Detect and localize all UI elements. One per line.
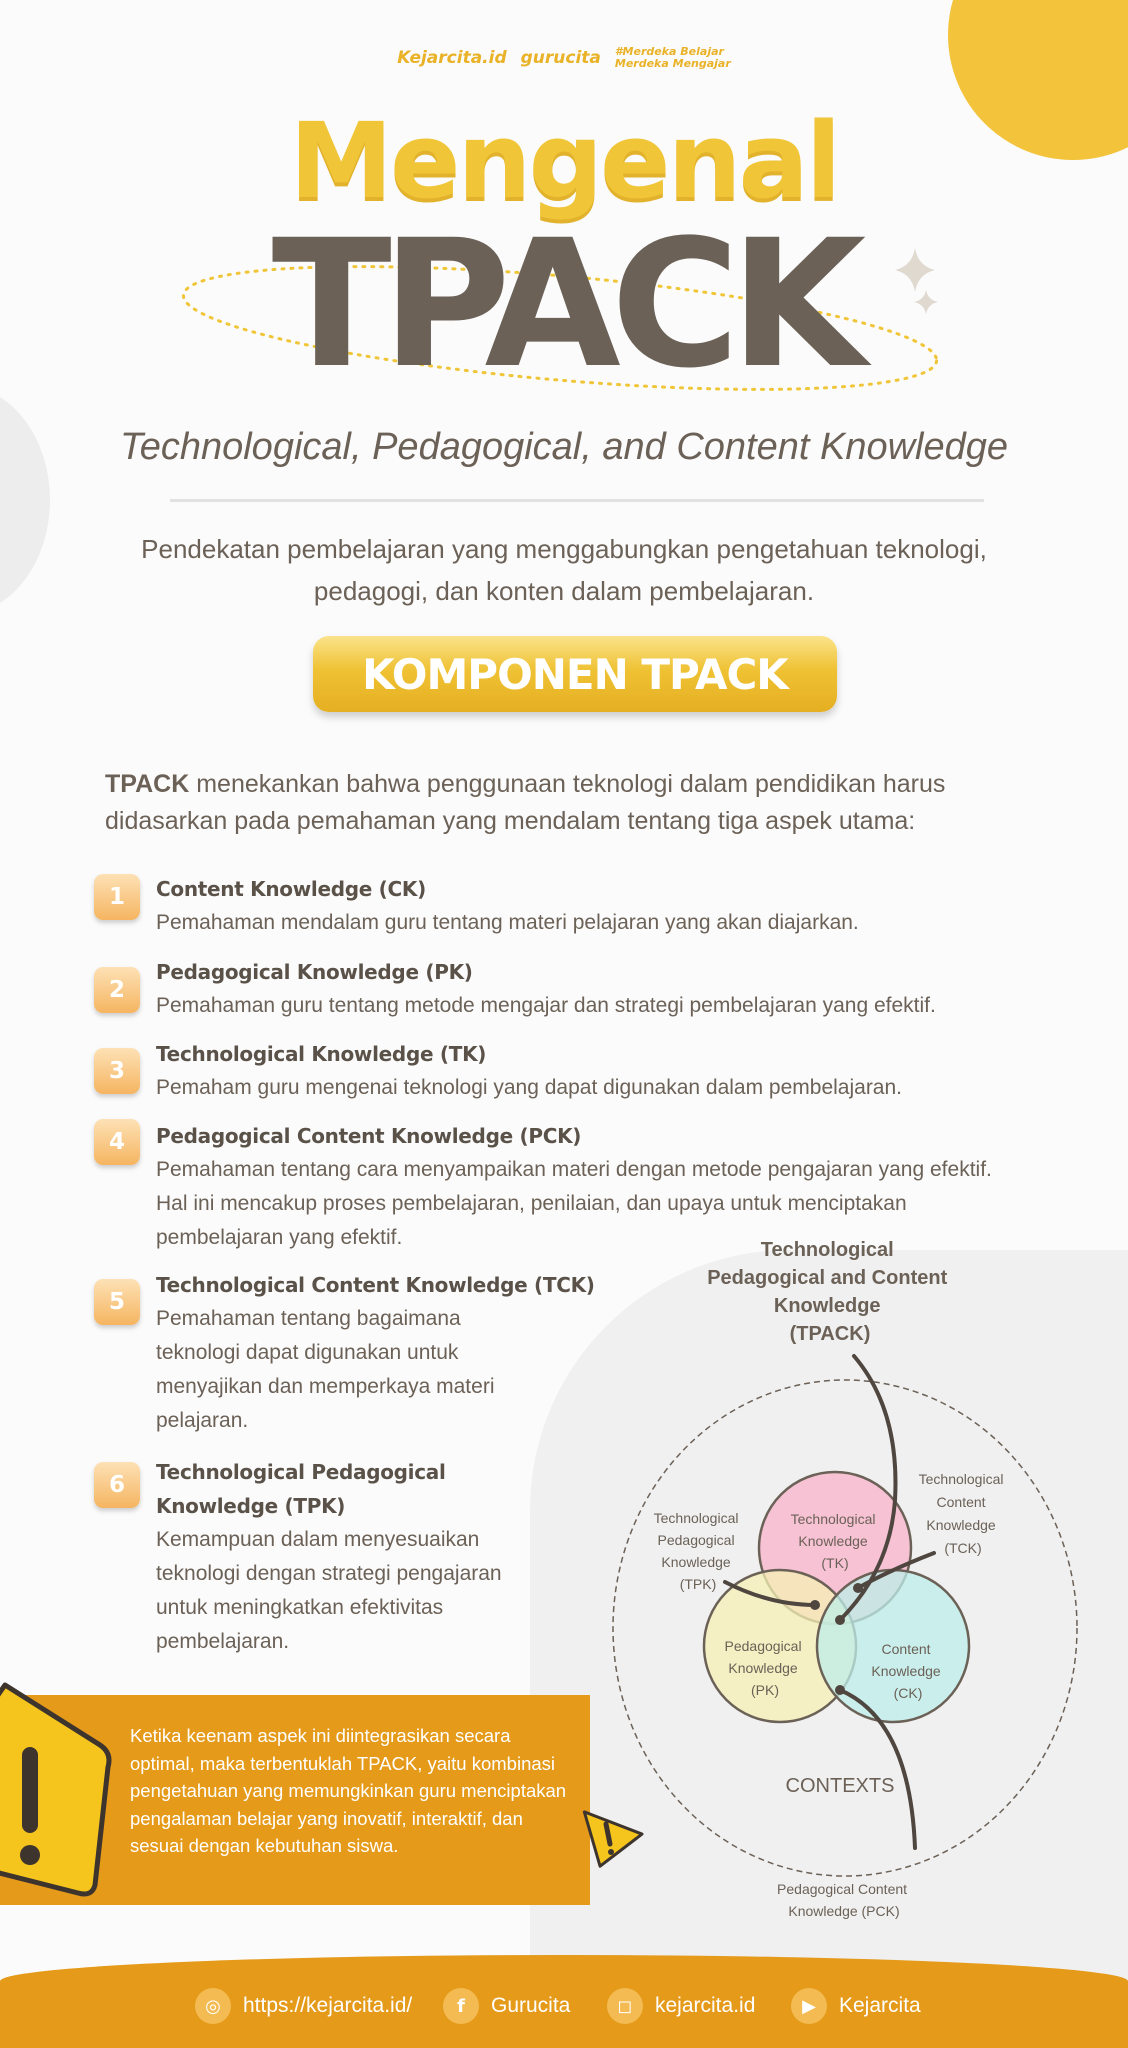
lead-bold: TPACK	[105, 770, 190, 798]
youtube-icon: ▶	[791, 1988, 827, 2024]
tck-label: Technological Content Knowledge (TCK)	[918, 1471, 1004, 1556]
item-number-badge: 4	[94, 1119, 140, 1165]
item-title: Technological Content Knowledge (TCK)	[156, 1273, 595, 1297]
item-description: Pemahaman mendalam guru tentang materi pelajaran yang akan diajarkan.	[156, 911, 859, 934]
gurucita-logo: gurucita	[520, 48, 601, 68]
tk-label: Technological Knowledge (TK)	[790, 1511, 876, 1571]
instagram-link[interactable]	[607, 1988, 755, 2024]
logo-row	[0, 46, 1128, 70]
warning-icon	[0, 1675, 120, 1915]
warning-text: Ketika keenam aspek ini diintegrasikan secara optimal, maka terbentuklah TPACK, yaitu kombinasi pengetahuan yang memungkinkan guru menciptakan pengalaman belajar yang inovatif, interaktif, dan sesuai dengan kebutuhan siswa.	[130, 1725, 567, 1856]
ck-label: Content Knowledge (CK)	[871, 1641, 941, 1701]
item-number-badge: 6	[94, 1462, 140, 1508]
instagram-icon: ◻	[607, 1988, 643, 2024]
warning-icon-small	[578, 1800, 650, 1870]
item-description: Pemahaman tentang cara menyampaikan materi dengan metode pengajaran yang efektif. Hal ini mencakup proses pembelajaran, penilaian, dan upaya untuk menciptakan pembelajaran yang efektif.	[156, 1158, 992, 1249]
website-link[interactable]	[195, 1988, 412, 2024]
globe-icon: ◎	[195, 1988, 231, 2024]
tpk-label: Technological Pedagogical Knowledge (TPK)	[653, 1510, 739, 1592]
youtube-label: Kejarcita	[839, 1994, 921, 2017]
diagram-title: Technological Pedagogical and Content Knowledge (TPACK)	[707, 1239, 948, 1345]
item-number-badge: 3	[94, 1048, 140, 1094]
decorative-circle-left	[0, 385, 50, 615]
website-label: https://kejarcita.id/	[243, 1994, 413, 2017]
item-number-badge: 5	[94, 1279, 140, 1325]
item-title: Technological Pedagogical Knowledge (TPK)	[156, 1460, 446, 1518]
pk-label: Pedagogical Knowledge (PK)	[724, 1638, 802, 1698]
item-title: Content Knowledge (CK)	[156, 877, 426, 901]
tpack-venn-diagram	[590, 1230, 1090, 1930]
facebook-label: Gurucita	[491, 1994, 571, 2017]
item-description: Pemahaman tentang bagaimana teknologi dapat digunakan untuk menyajikan dan memperkaya materi pelajaran.	[156, 1307, 495, 1432]
instagram-label: kejarcita.id	[655, 1994, 756, 2017]
title-line2: TPACK	[271, 202, 857, 407]
item-title: Technological Knowledge (TK)	[156, 1042, 487, 1066]
item-number-badge: 2	[94, 967, 140, 1013]
item-number-badge: 1	[94, 874, 140, 920]
subtitle: Technological, Pedagogical, and Content Knowledge	[119, 426, 1009, 468]
section-banner	[313, 636, 837, 712]
facebook-link[interactable]	[443, 1988, 570, 2024]
item-title: Pedagogical Knowledge (PK)	[156, 960, 473, 984]
item-description: Pemahaman guru tentang metode mengajar dan strategi pembelajaran yang efektif.	[156, 994, 936, 1017]
intro-text: Pendekatan pembelajaran yang menggabungkan pengetahuan teknologi, pedagogi, dan konten dalam pembelajaran.	[141, 534, 987, 606]
item-description: Kemampuan dalam menyesuaikan teknologi dengan strategi pengajaran untuk meningkatkan efektivitas pembelajaran.	[156, 1528, 502, 1653]
youtube-link[interactable]	[791, 1988, 921, 2024]
section-banner-label: KOMPONEN TPACK	[362, 649, 788, 699]
kejarcita-logo: Kejarcita.id	[397, 48, 507, 68]
item-title: Pedagogical Content Knowledge (PCK)	[156, 1124, 582, 1148]
lead-paragraph	[105, 766, 1025, 840]
facebook-icon: f	[443, 1988, 479, 2024]
pck-label: Pedagogical Content Knowledge (PCK)	[777, 1881, 908, 1919]
contexts-label: CONTEXTS	[785, 1775, 895, 1797]
divider	[170, 499, 984, 502]
merdeka-logo: #Merdeka Belajar Merdeka Mengajar	[614, 45, 731, 70]
item-description: Pemaham guru mengenai teknologi yang dapat digunakan dalam pembelajaran.	[156, 1076, 903, 1099]
lead-text: menekankan bahwa penggunaan teknologi dalam pendidikan harus didasarkan pada pemahaman yang mendalam tentang tiga aspek utama:	[105, 770, 946, 835]
title-line1: Mengenal	[289, 100, 839, 222]
